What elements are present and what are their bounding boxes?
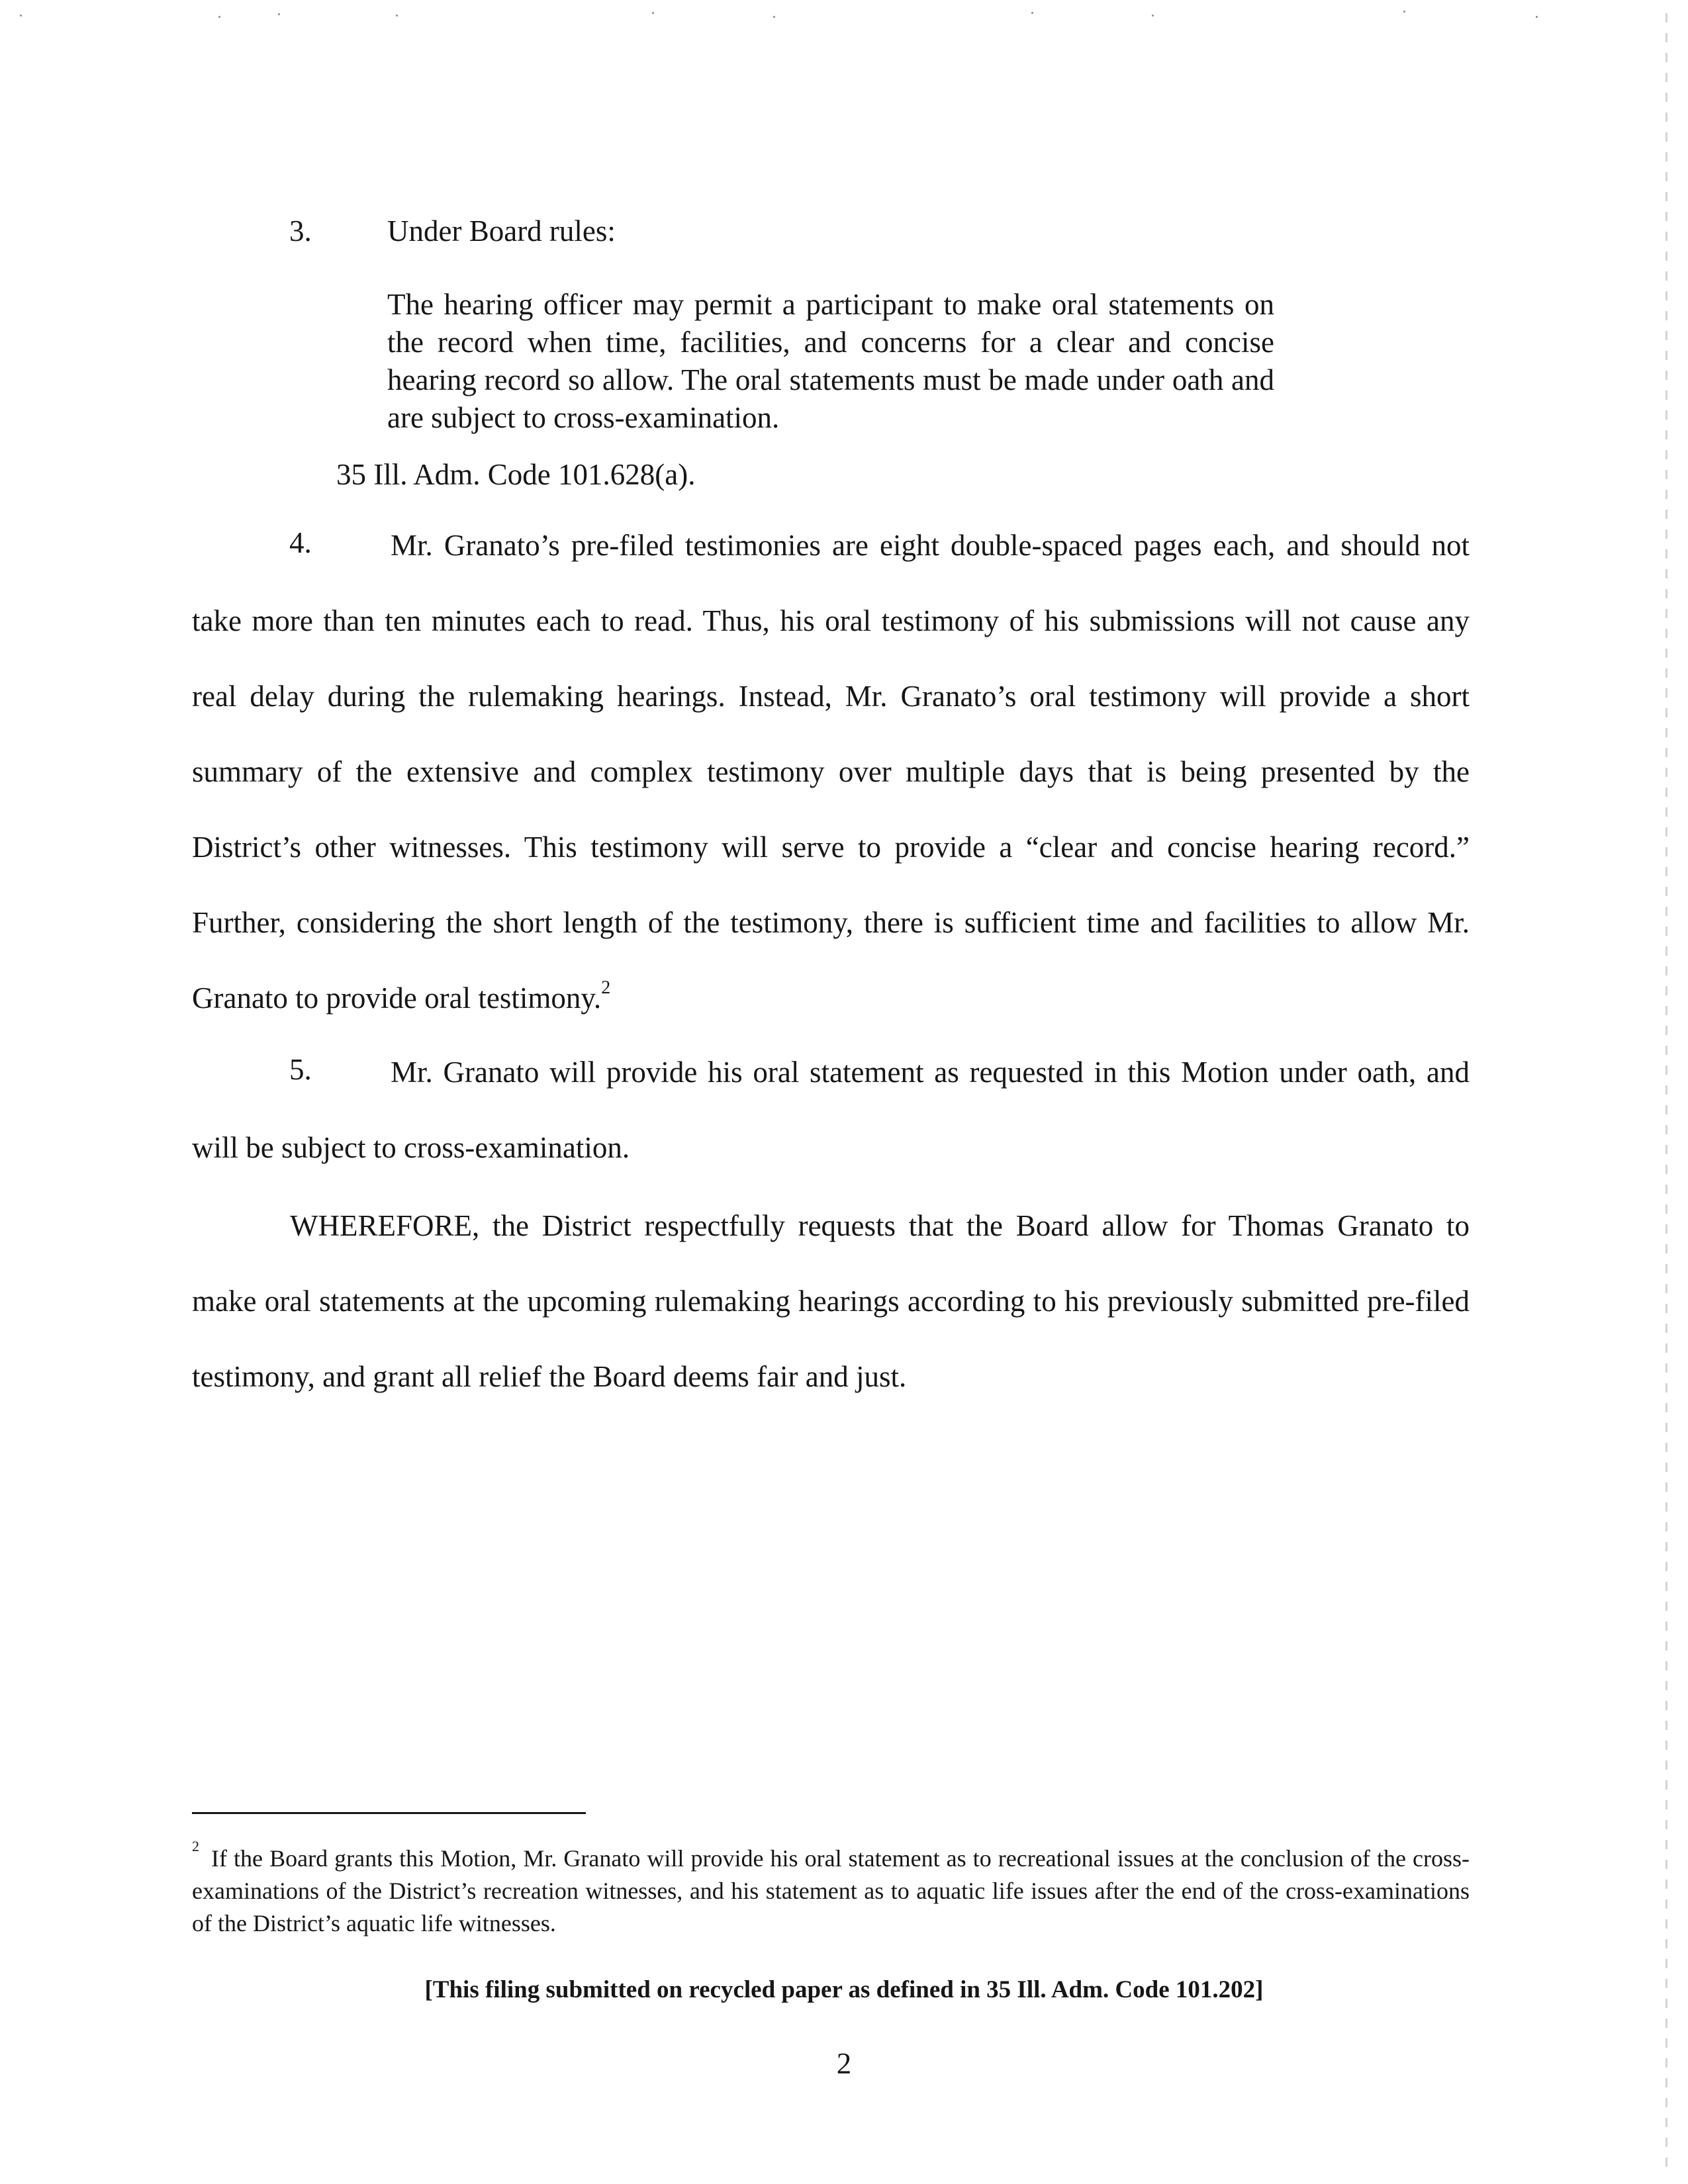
wherefore-clause: WHEREFORE, the District respectfully requests that the Board allow for Thomas Granato to make oral statements at the upcoming rulemaking hearings according to his previously submitted pre-filed testimony, and grant all relief the Board deems fair and just.: [192, 1209, 1470, 1393]
paragraph-4-text: Mr. Granato’s pre-filed testimonies are eight double-spaced pages each, and should not take more than ten minutes each to read. Thus, his oral testimony of his submissions will not cause any real delay during the rulemaking hearings. Instead, Mr. Granato’s oral testimony will provide a short summary of the extensive and complex testimony over multiple days that is being presented by the District’s other witnesses. This testimony will serve to provide a “clear and concise hearing record.” Further, considering the short length of the testimony, there is sufficient time and facilities to allow Mr. Granato to provide oral testimony.: [192, 529, 1470, 1015]
footnote-separator: [192, 1812, 586, 1814]
paragraph-5: Mr. Granato will provide his oral statement as requested in this Motion under oath, and will be subject to cross-examination.: [192, 1056, 1470, 1164]
scan-speck: [218, 16, 220, 18]
rules-intro: Under Board rules:: [387, 214, 616, 248]
scan-speck: [278, 13, 280, 15]
footnote-text: If the Board grants this Motion, Mr. Granato will provide his oral statement as to recreational issues at the conclusion of the cross-examinations of the District’s recreation witnesses, and his statement as to aquatic life issues after the end of the cross-examinations of the District’s aquatic life witnesses.: [192, 1845, 1470, 1936]
scan-speck: [20, 15, 22, 17]
scan-speck: [1536, 16, 1538, 18]
block-quote: The hearing officer may permit a participant to make oral statements on the record when time, facilities, and concerns for a clear and concise hearing record so allow. The oral statements must be made under oath and are subject to cross-examination.: [387, 288, 1274, 434]
paragraph-4: [192, 508, 1470, 1036]
paragraph-number-4: 4.: [289, 526, 312, 559]
scan-speck: [1403, 11, 1405, 13]
scan-speck: [1031, 12, 1033, 14]
scan-speck: [396, 15, 398, 17]
scan-speck: [1152, 15, 1154, 17]
recycled-paper-notice: [This filing submitted on recycled paper as defined in 35 Ill. Adm. Code 101.202]: [424, 1976, 1264, 2003]
footnote: [192, 1838, 1470, 1940]
scan-edge-artifact: [1665, 13, 1667, 2171]
quote-citation: 35 Ill. Adm. Code 101.628(a).: [336, 458, 696, 491]
footnote-reference[interactable]: 2: [601, 978, 611, 998]
page-number: 2: [836, 2047, 852, 2080]
scan-speck: [652, 12, 654, 14]
scan-speck: [773, 16, 775, 18]
footnote-marker: 2: [192, 1838, 199, 1854]
paragraph-number-5: 5.: [289, 1053, 312, 1086]
paragraph-number-3: 3.: [289, 214, 312, 248]
